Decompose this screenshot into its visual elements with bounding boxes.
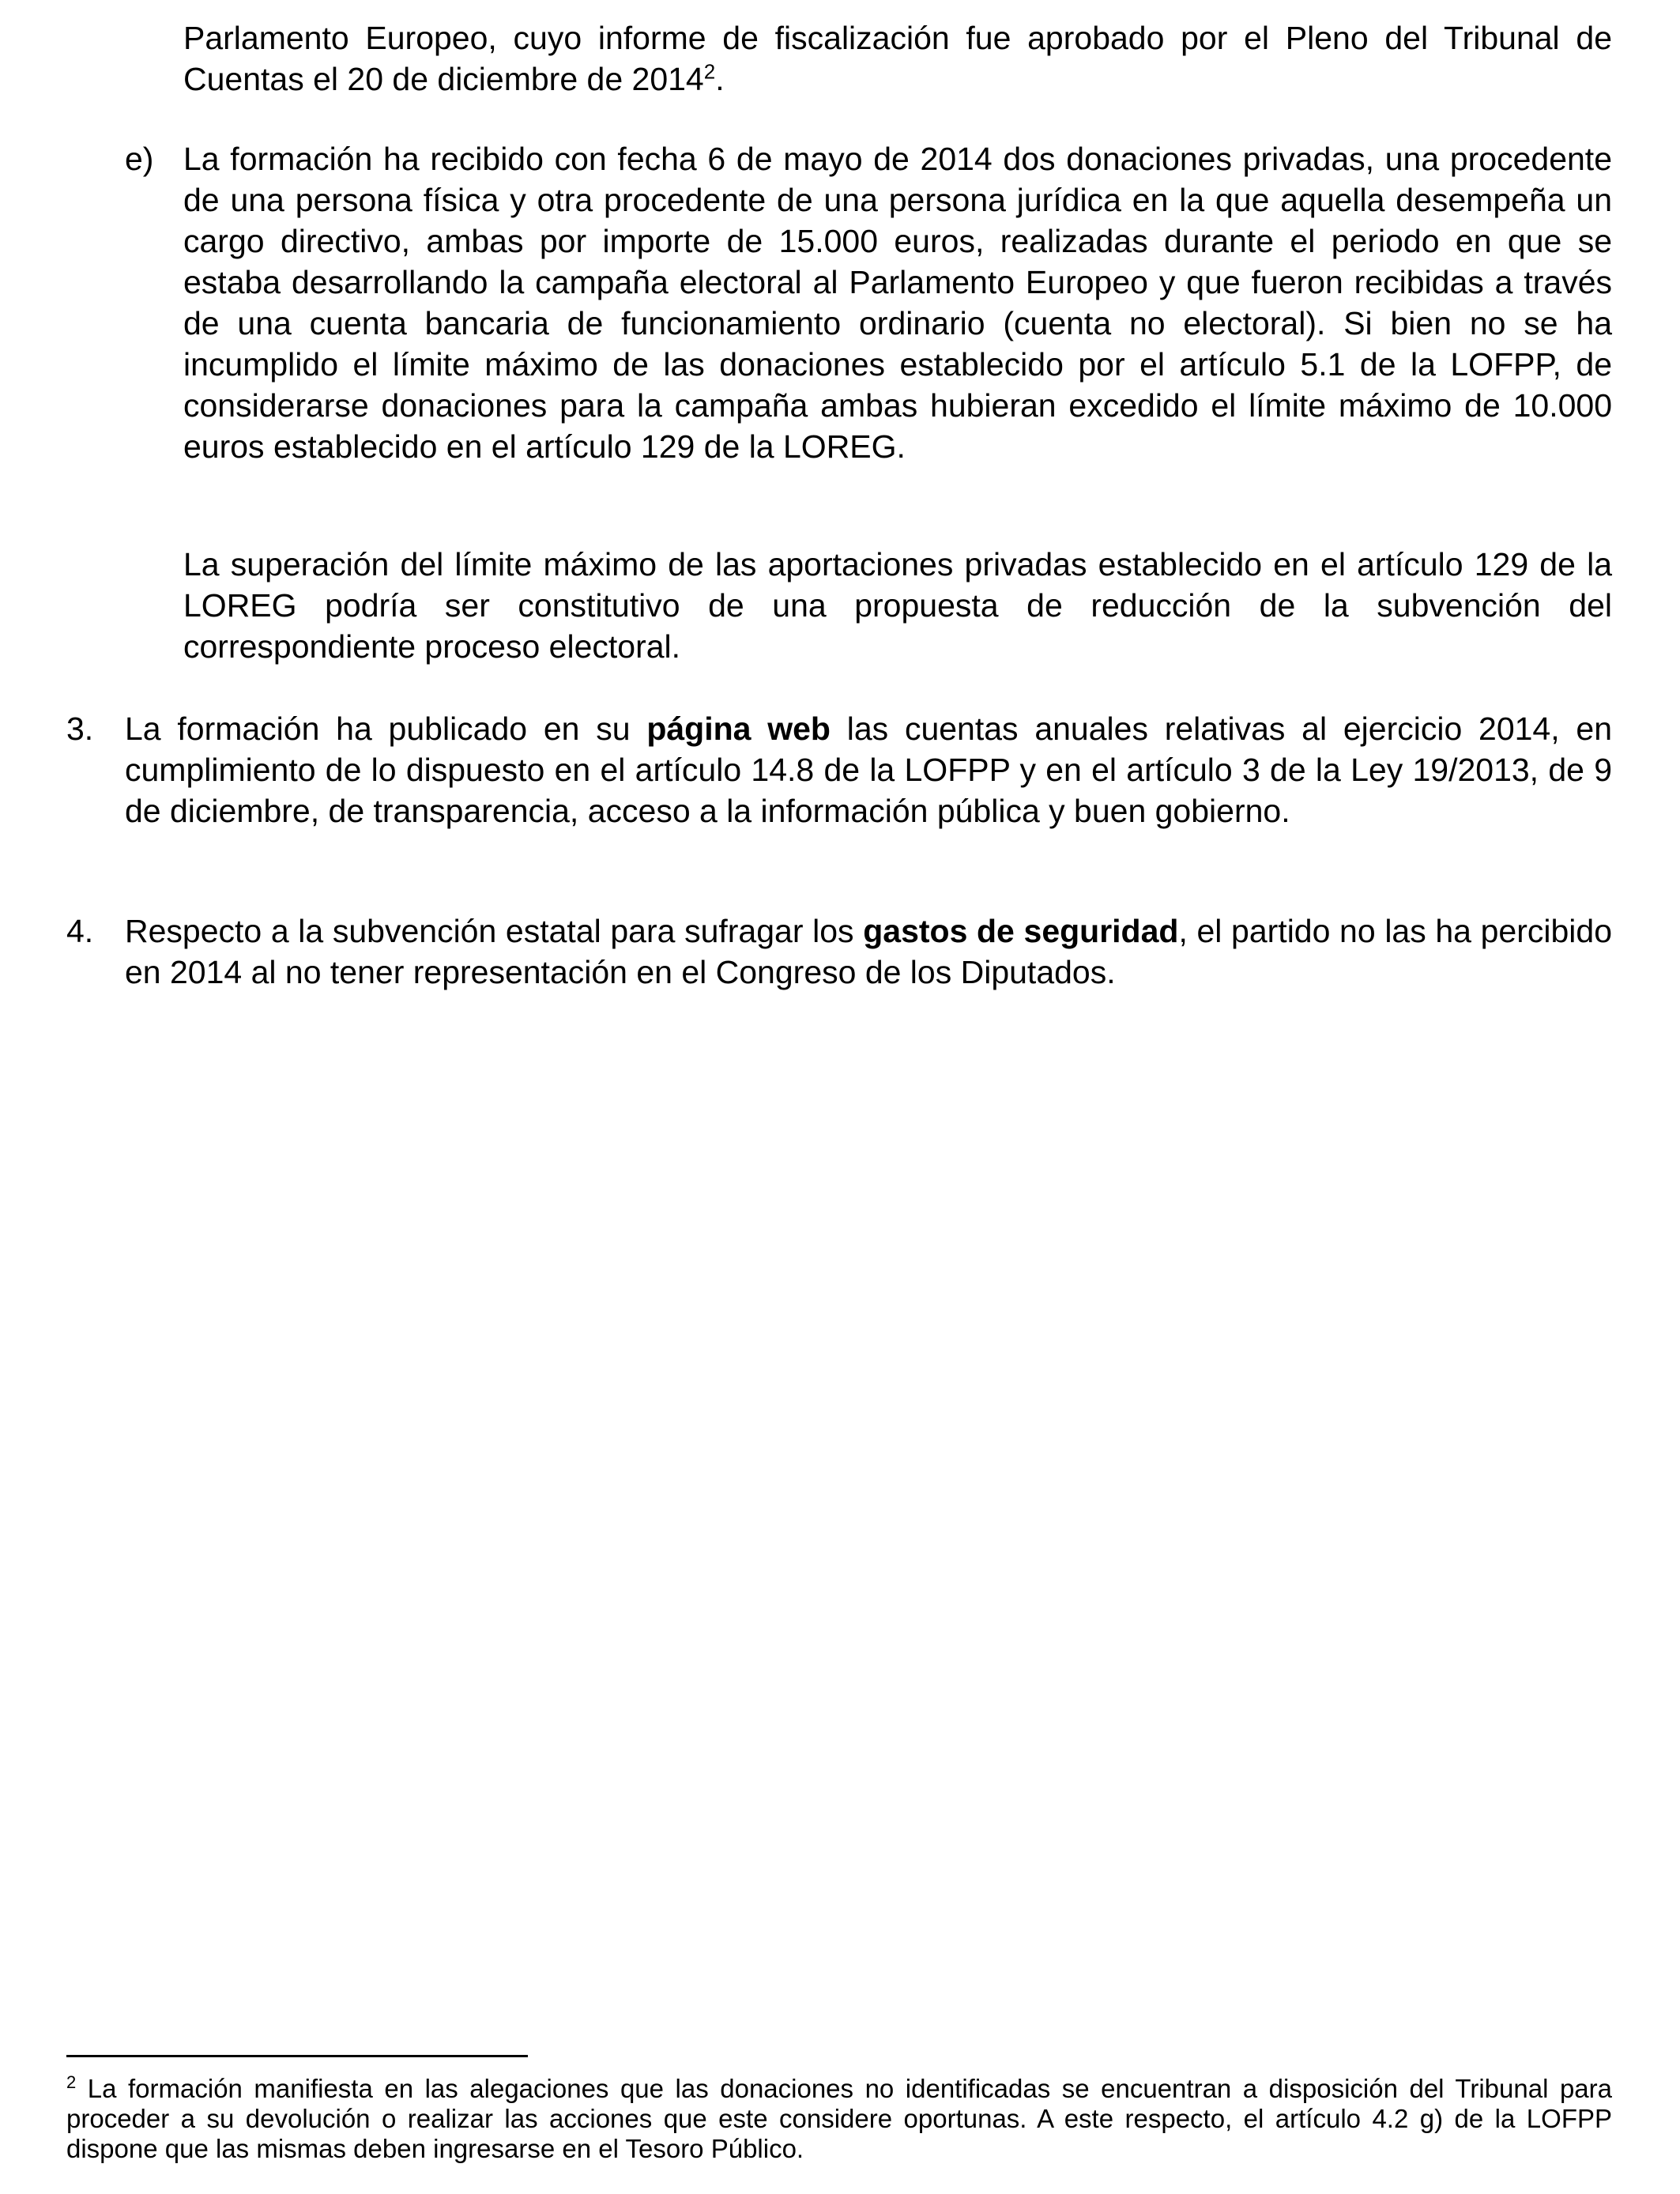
list-marker-4: 4. xyxy=(66,913,94,949)
item-3-after: las cuentas anuales relativas al ejercicio 2014, en cumplimiento de lo dispuesto en el artículo 14.8 de la LOFPP y en el artículo 3 de la Ley 19/2013, de 9 de diciembre, de transparencia, acceso a la información pública y buen gobierno. xyxy=(125,711,1612,829)
continuation-text: Parlamento Europeo, cuyo informe de fiscalización fue aprobado por el Pleno del Tribunal de Cuentas el 20 de diciembre de 2014 xyxy=(183,20,1612,97)
continuation-end: . xyxy=(715,61,725,97)
footnote-separator xyxy=(66,2055,528,2057)
footnote-reference[interactable]: 2 xyxy=(703,59,716,84)
list-item-3-text xyxy=(125,708,1612,831)
item-3-bold-term: página web xyxy=(646,711,831,747)
footnote xyxy=(66,2074,1612,2164)
list-item-e-paragraph-2: La superación del límite máximo de las aportaciones privadas establecido en el artículo 129 de la LOREG podría ser constitutivo de una propuesta de reducción de la subvención del correspondiente proceso electoral. xyxy=(183,546,1612,665)
item-3-before: La formación ha publicado en su xyxy=(125,711,647,747)
list-marker-e: e) xyxy=(125,141,154,177)
footnote-text: La formación manifiesta en las alegaciones que las donaciones no identificadas se encuentran a disposición del Tribunal para proceder a su devolución o realizar las acciones que este considere oportunas. A este respecto, el artículo 4.2 g) de la LOFPP dispone que las mismas deben ingresarse en el Tesoro Público. xyxy=(66,2074,1612,2163)
list-item-e-text: La formación ha recibido con fecha 6 de mayo de 2014 dos donaciones privadas, una procedente de una persona física y otra procedente de una persona jurídica en la que aquella desempeña un cargo directivo, ambas por importe de 15.000 euros, realizadas durante el periodo en que se estaba desarrollando la campaña electoral al Parlamento Europeo y que fueron recibidas a través de una cuenta bancaria de funcionamiento ordinario (cuenta no electoral). Si bien no se ha incumplido el límite máximo de las donaciones establecido por el artículo 5.1 de la LOFPP, de considerarse donaciones para la campaña ambas hubieran excedido el límite máximo de 10.000 euros establecido en el artículo 129 de la LOREG. xyxy=(183,141,1612,465)
footnote-number: 2 xyxy=(66,2072,77,2092)
list-marker-3: 3. xyxy=(66,711,94,747)
list-item-4-text xyxy=(125,910,1612,993)
item-4-bold-term: gastos de seguridad xyxy=(863,913,1179,949)
item-4-after: , el partido no las ha percibido en 2014 al no tener representación en el Congreso de los Diputados. xyxy=(125,913,1613,990)
continuation-paragraph xyxy=(183,17,1612,100)
item-4-before: Respecto a la subvención estatal para sufragar los xyxy=(125,913,864,949)
